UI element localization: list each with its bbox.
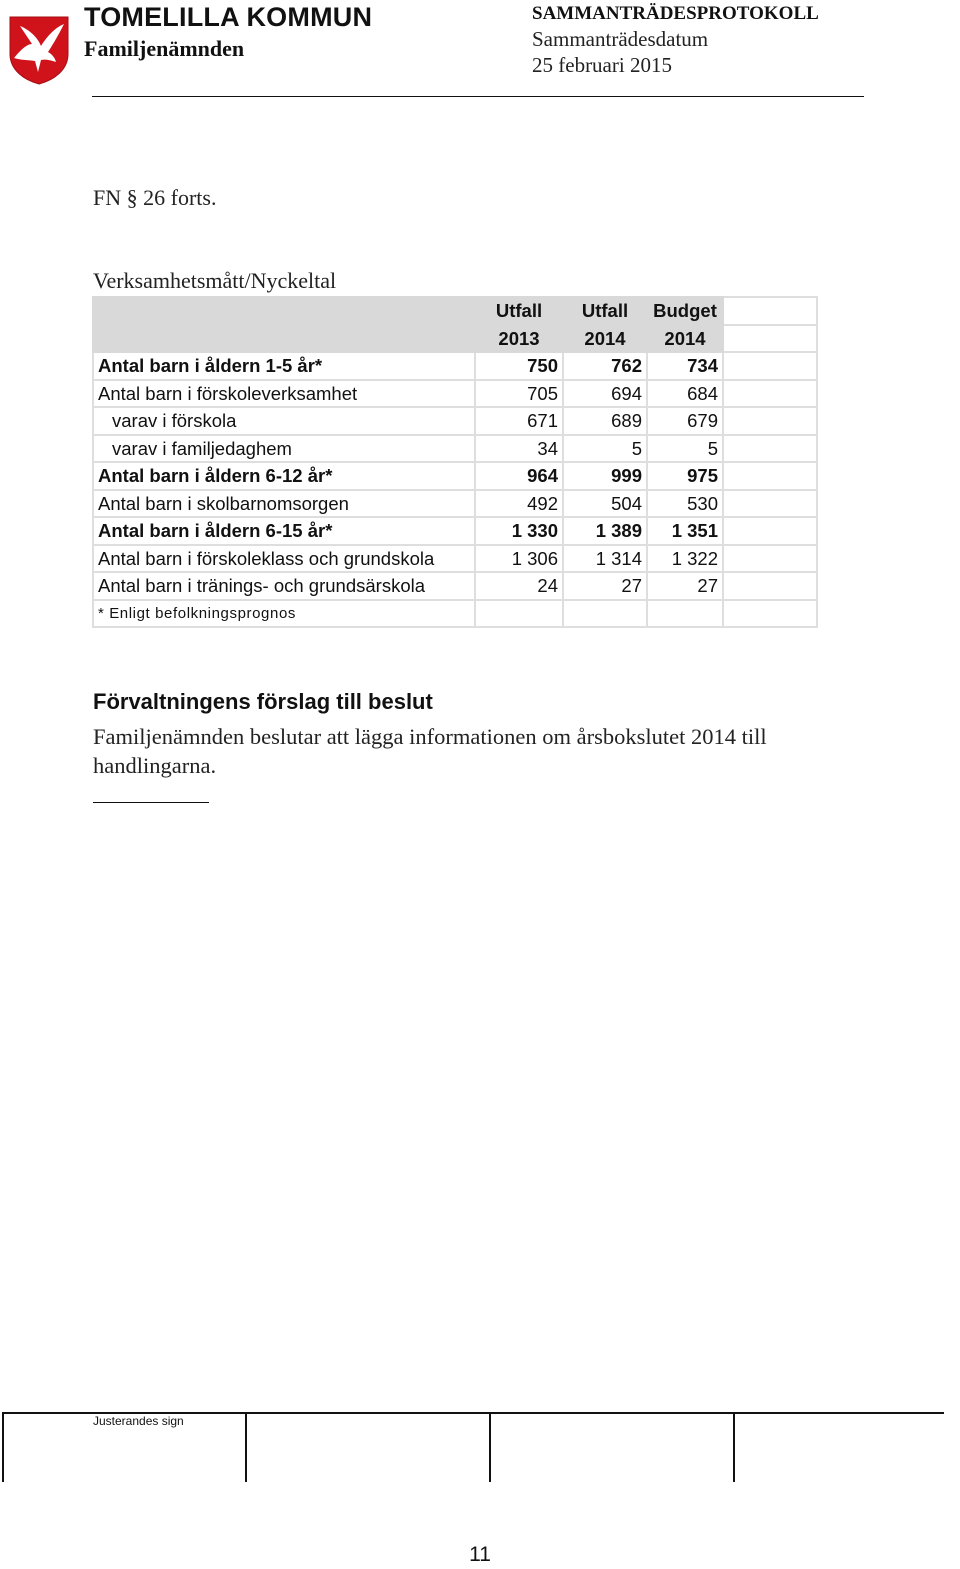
table-row — [93, 435, 817, 463]
row-label: Antal barn i åldern 1-5 år* — [93, 352, 475, 380]
value-cell: 5 — [563, 435, 647, 463]
table-row — [93, 380, 817, 408]
empty-cell — [723, 600, 817, 628]
header-label-cell — [93, 325, 475, 353]
coat-of-arms-logo-icon — [8, 14, 70, 86]
metrics-table — [92, 296, 818, 628]
value-cell: 1 351 — [647, 517, 723, 545]
value-cell: 492 — [475, 490, 563, 518]
row-label: Antal barn i tränings- och grundsärskola — [93, 572, 475, 600]
table-header-row-2 — [93, 325, 817, 353]
signature-box-divider — [245, 1412, 247, 1482]
table-title: Verksamhetsmått/Nyckeltal — [93, 268, 337, 293]
value-cell: 504 — [563, 490, 647, 518]
empty-cell — [723, 407, 817, 435]
value-cell: 679 — [647, 407, 723, 435]
empty-cell — [563, 600, 647, 628]
empty-cell — [723, 572, 817, 600]
value-cell: 27 — [563, 572, 647, 600]
header-cell: Utfall — [563, 297, 647, 325]
section-reference: FN § 26 forts. — [93, 185, 217, 210]
value-cell: 27 — [647, 572, 723, 600]
metrics-table-body — [93, 297, 817, 627]
value-cell: 1 330 — [475, 517, 563, 545]
header-cell: Utfall — [475, 297, 563, 325]
document-type: SAMMANTRÄDESPROTOKOLL — [532, 3, 819, 24]
decision-heading: Förvaltningens förslag till beslut — [93, 689, 433, 714]
empty-cell — [723, 380, 817, 408]
value-cell: 684 — [647, 380, 723, 408]
page-number: 11 — [469, 1543, 491, 1566]
signature-label: Justerandes sign — [93, 1414, 184, 1428]
header-cell: 2014 — [563, 325, 647, 353]
value-cell: 1 389 — [563, 517, 647, 545]
value-cell: 671 — [475, 407, 563, 435]
value-cell: 1 306 — [475, 545, 563, 573]
table-header-row-1 — [93, 297, 817, 325]
empty-cell — [723, 545, 817, 573]
signature-box-divider — [489, 1412, 491, 1482]
table-footnote-row — [93, 600, 817, 628]
row-label: Antal barn i förskoleverksamhet — [93, 380, 475, 408]
empty-cell — [723, 462, 817, 490]
header-cell: 2014 — [647, 325, 723, 353]
department-name: Familjenämnden — [84, 36, 245, 61]
value-cell: 689 — [563, 407, 647, 435]
table-row — [93, 545, 817, 573]
empty-cell — [723, 325, 817, 353]
empty-cell — [647, 600, 723, 628]
empty-cell — [723, 352, 817, 380]
value-cell: 762 — [563, 352, 647, 380]
value-cell: 1 322 — [647, 545, 723, 573]
table-row — [93, 490, 817, 518]
value-cell: 964 — [475, 462, 563, 490]
section-end-line — [93, 802, 209, 803]
row-label: Antal barn i skolbarnomsorgen — [93, 490, 475, 518]
value-cell: 530 — [647, 490, 723, 518]
empty-cell — [723, 435, 817, 463]
decision-text: Familjenämnden beslutar att lägga informationen om årsbokslutet 2014 till handlingarna. — [93, 724, 767, 778]
row-label: varav i familjedaghem — [93, 435, 475, 463]
header-divider — [92, 96, 864, 97]
empty-cell — [723, 517, 817, 545]
value-cell: 5 — [647, 435, 723, 463]
value-cell: 975 — [647, 462, 723, 490]
table-row — [93, 572, 817, 600]
header-cell: Budget — [647, 297, 723, 325]
table-row — [93, 352, 817, 380]
table-row — [93, 462, 817, 490]
empty-cell — [723, 490, 817, 518]
signature-box-divider — [2, 1412, 4, 1482]
row-label: varav i förskola — [93, 407, 475, 435]
value-cell: 694 — [563, 380, 647, 408]
signature-box-divider — [733, 1412, 735, 1482]
empty-cell — [723, 297, 817, 325]
header-label-cell — [93, 297, 475, 325]
meeting-date-label: Sammanträdesdatum — [532, 27, 709, 51]
value-cell: 34 — [475, 435, 563, 463]
value-cell: 1 314 — [563, 545, 647, 573]
table-row — [93, 407, 817, 435]
empty-cell — [475, 600, 563, 628]
value-cell: 999 — [563, 462, 647, 490]
value-cell: 734 — [647, 352, 723, 380]
meeting-date-value: 25 februari 2015 — [532, 53, 672, 77]
value-cell: 705 — [475, 380, 563, 408]
footnote: * Enligt befolkningsprognos — [93, 600, 475, 628]
value-cell: 24 — [475, 572, 563, 600]
row-label: Antal barn i förskoleklass och grundskola — [93, 545, 475, 573]
value-cell: 750 — [475, 352, 563, 380]
table-row — [93, 517, 817, 545]
organization-name: TOMELILLA KOMMUN — [84, 2, 373, 32]
row-label: Antal barn i åldern 6-15 år* — [93, 517, 475, 545]
header-cell: 2013 — [475, 325, 563, 353]
row-label: Antal barn i åldern 6-12 år* — [93, 462, 475, 490]
